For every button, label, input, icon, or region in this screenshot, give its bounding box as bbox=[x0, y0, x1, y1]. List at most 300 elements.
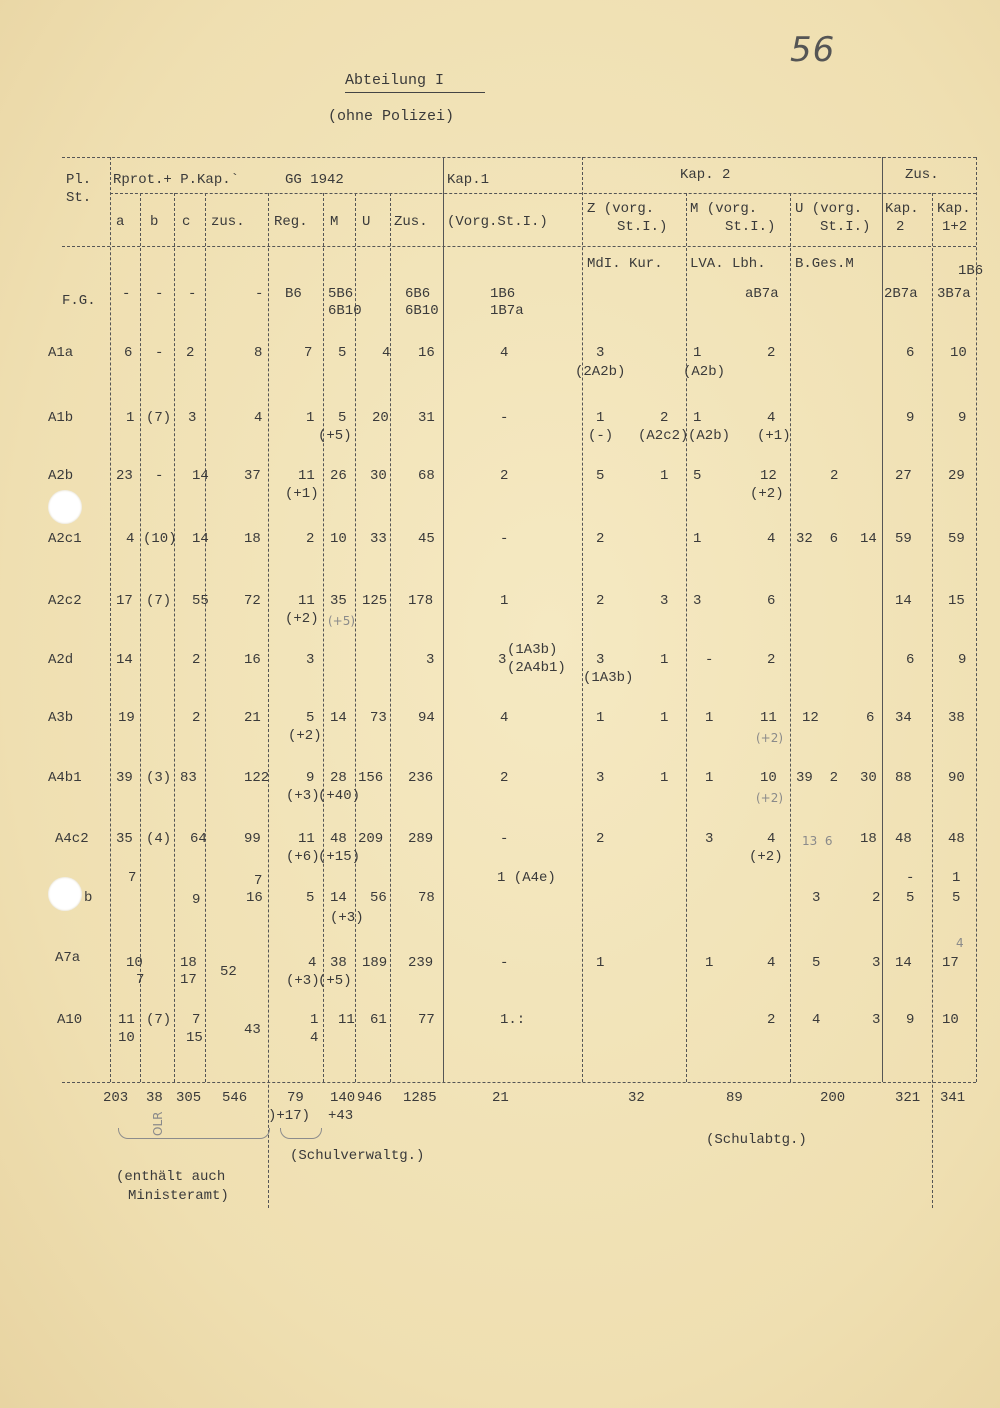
cell-zus: 18 bbox=[244, 531, 261, 547]
cell-c-note: 17 bbox=[180, 972, 197, 988]
cell-lva-note: (A2b) bbox=[683, 364, 726, 380]
cell-lbh-note: (+2) bbox=[750, 486, 784, 502]
cell-c: 83 bbox=[180, 770, 197, 786]
cell-m-note: (+5) bbox=[318, 428, 352, 444]
cell-kap12-pencil: 4 bbox=[956, 936, 964, 950]
cell-mdi: 3 bbox=[596, 345, 605, 361]
cell-kap2: 14 bbox=[895, 955, 912, 971]
row-label: A10 bbox=[57, 1012, 83, 1028]
cell-a: 35 bbox=[116, 831, 133, 847]
cell-kap1: 1B6 bbox=[490, 286, 516, 302]
cell-c-note: 15 bbox=[186, 1030, 203, 1046]
cell-mdi: 1 bbox=[596, 955, 605, 971]
cell-kap12: 59 bbox=[948, 531, 965, 547]
cell-mdi: 3 bbox=[596, 652, 605, 668]
header-col-reg: Reg. bbox=[274, 214, 308, 230]
cell-u: 125 bbox=[362, 593, 388, 609]
cell-bges-note: 3 bbox=[872, 1012, 881, 1028]
cell-reg: 2 bbox=[306, 531, 315, 547]
cell-reg: 5 bbox=[306, 890, 315, 906]
cell-mdi: 2 bbox=[596, 831, 605, 847]
cell-b: (7) bbox=[146, 593, 172, 609]
cell-c: 14 bbox=[192, 531, 209, 547]
cell-zus: 37 bbox=[244, 468, 261, 484]
cell-reg: 11 bbox=[298, 593, 315, 609]
cell-kap12: 15 bbox=[948, 593, 965, 609]
cell-c: 55 bbox=[192, 593, 209, 609]
cell-zus2: 45 bbox=[418, 531, 435, 547]
header-col-u: U bbox=[362, 214, 371, 230]
header-col-zus2: Zus. bbox=[394, 214, 428, 230]
page-title: Abteilung I bbox=[345, 72, 485, 93]
subheader-mdi: MdI. Kur. bbox=[587, 256, 663, 272]
cell-kap1: 2 bbox=[500, 770, 509, 786]
cell-reg: 4 bbox=[308, 955, 317, 971]
cell-m-note: (+5) bbox=[328, 614, 356, 628]
cell-m-note: (+5) bbox=[318, 973, 352, 989]
cell-kap1-note: (1A3b) bbox=[507, 642, 558, 658]
row-label: A2b bbox=[48, 468, 74, 484]
cell-m: 5 bbox=[338, 345, 347, 361]
col-rule bbox=[976, 157, 977, 1082]
cell-zus: 8 bbox=[254, 345, 263, 361]
header-kap2: Kap. 2 bbox=[680, 167, 731, 183]
cell-a: 1 bbox=[126, 410, 135, 426]
cell-kap1: 1.: bbox=[500, 1012, 526, 1028]
cell-lbh: 12 bbox=[760, 468, 777, 484]
cell-m: 28 bbox=[330, 770, 347, 786]
total-a: 203 bbox=[103, 1090, 129, 1106]
cell-zus2: 68 bbox=[418, 468, 435, 484]
cell-reg: 11 bbox=[298, 468, 315, 484]
cell-reg: B6 bbox=[285, 286, 302, 302]
cell-m: 10 bbox=[330, 531, 347, 547]
cell-a: 11 bbox=[118, 1012, 135, 1028]
cell-kap12: 48 bbox=[948, 831, 965, 847]
cell-lbh: 10 bbox=[760, 770, 777, 786]
cell-reg: 5 bbox=[306, 710, 315, 726]
punch-hole bbox=[48, 877, 82, 911]
header-col-z1: Z (vorg. bbox=[587, 201, 655, 217]
cell-kur-note: (A2c2) bbox=[638, 428, 689, 444]
cell-a: 7 bbox=[128, 870, 137, 886]
cell-c: 2 bbox=[192, 710, 201, 726]
cell-bges: 3 bbox=[812, 890, 821, 906]
cell-u: 189 bbox=[362, 955, 388, 971]
cell-kur: 1 bbox=[660, 710, 669, 726]
cell-lbh: 2 bbox=[767, 1012, 776, 1028]
col-rule bbox=[443, 157, 444, 1082]
cell-lbh: 4 bbox=[767, 531, 776, 547]
header-col-kap12-1: Kap. bbox=[937, 201, 971, 217]
header-group1-year: GG 1942 bbox=[285, 172, 344, 188]
header-col-b: b bbox=[150, 214, 159, 230]
cell-b: (4) bbox=[146, 831, 172, 847]
cell-zus2: 16 bbox=[418, 345, 435, 361]
header-col-c: c bbox=[182, 214, 191, 230]
total-m-note: +43 bbox=[328, 1108, 354, 1124]
header-col-a: a bbox=[116, 214, 125, 230]
header-col-zus: zus. bbox=[211, 214, 245, 230]
cell-u: 30 bbox=[370, 468, 387, 484]
cell-kap2: 34 bbox=[895, 710, 912, 726]
cell-u: 56 bbox=[370, 890, 387, 906]
total-m-col: 89 bbox=[726, 1090, 743, 1106]
header-col-u1: U (vorg. bbox=[795, 201, 863, 217]
row-label: A3b bbox=[48, 710, 74, 726]
cell-bges-note: 3 bbox=[872, 955, 881, 971]
cell-reg-note: (+6) bbox=[286, 849, 320, 865]
cell-kap12: 38 bbox=[948, 710, 965, 726]
col-rule bbox=[686, 193, 687, 1082]
total-reg-note: )+17) bbox=[268, 1108, 311, 1124]
cell-u: 156 bbox=[358, 770, 384, 786]
cell-kap2: 27 bbox=[895, 468, 912, 484]
row-label: A2d bbox=[48, 652, 74, 668]
total-u-col: 200 bbox=[820, 1090, 846, 1106]
cell-c: 64 bbox=[190, 831, 207, 847]
cell-kur: 3 bbox=[660, 593, 669, 609]
cell-mdi: 3 bbox=[596, 770, 605, 786]
cell-m: 48 bbox=[330, 831, 347, 847]
total-zus: 546 bbox=[222, 1090, 248, 1106]
totals-rule bbox=[62, 1082, 976, 1083]
header-col-kap12-2: 1+2 bbox=[942, 219, 968, 235]
cell-kur: 2 bbox=[660, 410, 669, 426]
cell-kap1-note: (2A4b1) bbox=[507, 660, 566, 676]
cell-lva: 1 bbox=[705, 710, 714, 726]
header-mid-rule bbox=[110, 193, 976, 194]
cell-reg-note: (+3) bbox=[286, 973, 320, 989]
cell-u: 33 bbox=[370, 531, 387, 547]
cell-lva: 3 bbox=[693, 593, 702, 609]
row-label: A2c1 bbox=[48, 531, 82, 547]
cell-bges: 32 6 bbox=[796, 531, 839, 547]
cell-b: (10) bbox=[143, 531, 177, 547]
cell-lbh-note: (+2) bbox=[756, 731, 784, 745]
cell-c: 2 bbox=[192, 652, 201, 668]
note-ministeramt: Ministeramt) bbox=[128, 1188, 229, 1204]
total-zus2: 1285 bbox=[403, 1090, 437, 1106]
header-group1: Rprot.+ P.Kap.` bbox=[113, 172, 240, 188]
cell-zus2: 31 bbox=[418, 410, 435, 426]
cell-a: 10 bbox=[126, 955, 143, 971]
cell-mdi-note: (-) bbox=[588, 428, 614, 444]
cell-lva: 1 bbox=[693, 410, 702, 426]
cell-u: 20 bbox=[372, 410, 389, 426]
cell-c: 7 bbox=[192, 1012, 201, 1028]
cell-zus2: 3 bbox=[426, 652, 435, 668]
header-bottom-rule bbox=[62, 246, 976, 247]
cell-a-note: 10 bbox=[118, 1030, 135, 1046]
cell-mdi: 2 bbox=[596, 593, 605, 609]
cell-reg: 1 bbox=[306, 410, 315, 426]
cell-zus2: 94 bbox=[418, 710, 435, 726]
col-rule bbox=[882, 157, 883, 1082]
cell-lbh: 4 bbox=[767, 831, 776, 847]
cell-m: 26 bbox=[330, 468, 347, 484]
cell-kap1: 1 bbox=[500, 593, 509, 609]
cell-lbh-note: (+2) bbox=[749, 849, 783, 865]
table-top-rule bbox=[62, 157, 976, 158]
cell-kap12-note: 5 bbox=[952, 890, 961, 906]
cell-bges-note: 30 bbox=[860, 770, 877, 786]
cell-lbh-note: (+2) bbox=[756, 791, 784, 805]
col-rule bbox=[323, 193, 324, 1082]
cell-c: 2 bbox=[186, 345, 195, 361]
col-rule bbox=[932, 193, 933, 1208]
brace-annotation bbox=[118, 1128, 270, 1139]
cell-m: 38 bbox=[330, 955, 347, 971]
cell-c: 3 bbox=[188, 410, 197, 426]
cell-zus2: 77 bbox=[418, 1012, 435, 1028]
cell-kap1: 2 bbox=[500, 468, 509, 484]
cell-reg-note: 4 bbox=[310, 1030, 319, 1046]
cell-zus2: 178 bbox=[408, 593, 434, 609]
cell-kap12: 10 bbox=[942, 1012, 959, 1028]
cell-kap12: 1 bbox=[952, 870, 961, 886]
cell-kap12-note: 3B7a bbox=[937, 286, 971, 302]
col-rule bbox=[110, 157, 111, 1082]
cell-m: 11 bbox=[338, 1012, 355, 1028]
note-schulabteilung: (Schulabtg.) bbox=[706, 1132, 807, 1148]
cell-kap2: 2B7a bbox=[884, 286, 918, 302]
cell-reg: 3 bbox=[306, 652, 315, 668]
cell-kap12: 9 bbox=[958, 410, 967, 426]
cell-a: 23 bbox=[116, 468, 133, 484]
cell-zus: 72 bbox=[244, 593, 261, 609]
cell-kap1: 3 bbox=[498, 652, 507, 668]
cell-bges-note: 14 bbox=[860, 531, 877, 547]
cell-zus2: 6B6 bbox=[405, 286, 431, 302]
cell-kap1: - bbox=[500, 955, 509, 971]
cell-zus2: 289 bbox=[408, 831, 434, 847]
cell-kap2: - bbox=[906, 870, 915, 886]
cell-lbh: 2 bbox=[767, 652, 776, 668]
header-kap1: Kap.1 bbox=[447, 172, 490, 188]
header-col-vorg: (Vorg.St.I.) bbox=[447, 214, 548, 230]
cell-lva-note: (A2b) bbox=[688, 428, 731, 444]
cell-kap12: 9 bbox=[958, 652, 967, 668]
total-kap2: 321 bbox=[895, 1090, 921, 1106]
row-label: A4c2 bbox=[55, 831, 89, 847]
cell-reg: 11 bbox=[298, 831, 315, 847]
cell-zus: 16 bbox=[244, 652, 261, 668]
cell-lbh-note: (+1) bbox=[757, 428, 791, 444]
cell-kap2: 59 bbox=[895, 531, 912, 547]
row-label: A7a bbox=[55, 950, 81, 966]
cell-zus: 7 bbox=[254, 873, 263, 889]
cell-lva: 5 bbox=[693, 468, 702, 484]
col-rule bbox=[582, 157, 583, 1082]
cell-m-note: (+40) bbox=[318, 788, 361, 804]
cell-c: 14 bbox=[192, 468, 209, 484]
cell-bges: 4 bbox=[812, 1012, 821, 1028]
cell-m-note: 6B10 bbox=[328, 303, 362, 319]
total-z: 32 bbox=[628, 1090, 645, 1106]
cell-bges: 5 bbox=[812, 955, 821, 971]
header-col-z2: St.I.) bbox=[617, 219, 668, 235]
cell-a: 19 bbox=[118, 710, 135, 726]
cell-a: - bbox=[122, 286, 131, 302]
note-enthaelt: (enthält auch bbox=[116, 1169, 226, 1185]
cell-lva: 1 bbox=[693, 531, 702, 547]
cell-b: (3) bbox=[146, 770, 172, 786]
cell-zus: 43 bbox=[244, 1022, 261, 1038]
header-pl: Pl. bbox=[66, 172, 92, 188]
cell-a: 4 bbox=[126, 531, 135, 547]
cell-kap1: - bbox=[500, 410, 509, 426]
col-rule bbox=[268, 193, 269, 1208]
cell-a-note: 7 bbox=[136, 972, 145, 988]
cell-mdi-note: (1A3b) bbox=[583, 670, 634, 686]
cell-kap1: - bbox=[500, 831, 509, 847]
total-kap12: 341 bbox=[940, 1090, 966, 1106]
cell-b: (7) bbox=[146, 1012, 172, 1028]
cell-m-note: (+15) bbox=[318, 849, 361, 865]
cell-reg-note: (+3) bbox=[286, 788, 320, 804]
subheader-bges: B.Ges.M bbox=[795, 256, 854, 272]
cell-u: 61 bbox=[370, 1012, 387, 1028]
cell-bges: 39 2 bbox=[796, 770, 839, 786]
cell-reg-note: (+2) bbox=[288, 728, 322, 744]
row-label: A4b1 bbox=[48, 770, 82, 786]
cell-kap2: 9 bbox=[906, 410, 915, 426]
cell-zus: 21 bbox=[244, 710, 261, 726]
header-zus: Zus. bbox=[905, 167, 939, 183]
cell-a: 6 bbox=[124, 345, 133, 361]
cell-mdi: 2 bbox=[596, 531, 605, 547]
cell-zus: 99 bbox=[244, 831, 261, 847]
cell-m: 14 bbox=[330, 710, 347, 726]
cell-zus2: 78 bbox=[418, 890, 435, 906]
cell-m: 14 bbox=[330, 890, 347, 906]
total-b: 38 bbox=[146, 1090, 163, 1106]
row-label: b bbox=[84, 890, 93, 906]
cell-a: 17 bbox=[116, 593, 133, 609]
cell-kap1: 4 bbox=[500, 710, 509, 726]
cell-kap1: 1 (A4e) bbox=[497, 870, 556, 886]
cell-reg-note: (+1) bbox=[285, 486, 319, 502]
cell-kap12: 1B6 bbox=[958, 263, 984, 279]
cell-zus-note: 16 bbox=[246, 890, 263, 906]
cell-lva: 3 bbox=[705, 831, 714, 847]
cell-mdi: 1 bbox=[596, 710, 605, 726]
cell-b: - bbox=[155, 286, 164, 302]
cell-reg: 1 bbox=[310, 1012, 319, 1028]
cell-kap12: 10 bbox=[950, 345, 967, 361]
col-rule bbox=[140, 193, 141, 1082]
cell-reg: 7 bbox=[304, 345, 313, 361]
cell-kur: 1 bbox=[660, 770, 669, 786]
cell-lbh: 4 bbox=[767, 410, 776, 426]
note-schulverwaltung: (Schulverwaltg.) bbox=[290, 1148, 425, 1164]
cell-lbh: aB7a bbox=[745, 286, 779, 302]
cell-mdi-note: (2A2b) bbox=[575, 364, 626, 380]
cell-reg-note: (+2) bbox=[285, 611, 319, 627]
cell-zus2-note: 6B10 bbox=[405, 303, 439, 319]
header-col-u2: St.I.) bbox=[820, 219, 871, 235]
header-st: St. bbox=[66, 190, 92, 206]
col-rule bbox=[205, 193, 206, 1082]
cell-kap12: 29 bbox=[948, 468, 965, 484]
cell-lbh: 4 bbox=[767, 955, 776, 971]
cell-kur: 1 bbox=[660, 468, 669, 484]
cell-lbh: 6 bbox=[767, 593, 776, 609]
cell-u: 4 bbox=[382, 345, 391, 361]
col-rule bbox=[174, 193, 175, 1082]
cell-lva: - bbox=[705, 652, 714, 668]
cell-b: - bbox=[155, 468, 164, 484]
total-reg: 79 bbox=[287, 1090, 304, 1106]
cell-kap2: 6 bbox=[906, 345, 915, 361]
total-u: 946 bbox=[357, 1090, 383, 1106]
cell-mdi: 5 bbox=[596, 468, 605, 484]
cell-lbh: 2 bbox=[767, 345, 776, 361]
cell-kap2-note: 5 bbox=[906, 890, 915, 906]
cell-zus: 4 bbox=[254, 410, 263, 426]
cell-u: 209 bbox=[358, 831, 384, 847]
cell-bges: 2 bbox=[830, 468, 839, 484]
cell-zus: 52 bbox=[220, 964, 237, 980]
cell-kap2: 14 bbox=[895, 593, 912, 609]
header-col-kap2-1: Kap. bbox=[885, 201, 919, 217]
page-number: 56 bbox=[790, 30, 836, 70]
cell-kap1: 4 bbox=[500, 345, 509, 361]
cell-kap12: 17 bbox=[942, 955, 959, 971]
brace-annotation bbox=[280, 1128, 322, 1139]
cell-bges: 12 bbox=[802, 710, 819, 726]
cell-reg: 9 bbox=[306, 770, 315, 786]
page-subtitle: (ohne Polizei) bbox=[328, 108, 455, 125]
subheader-lva: LVA. Lbh. bbox=[690, 256, 766, 272]
header-col-kap2-2: 2 bbox=[896, 219, 905, 235]
cell-m: 5B6 bbox=[328, 286, 354, 302]
cell-b: (7) bbox=[146, 410, 172, 426]
cell-kap2: 48 bbox=[895, 831, 912, 847]
row-label: A1b bbox=[48, 410, 74, 426]
cell-lva: 1 bbox=[705, 770, 714, 786]
cell-u: 73 bbox=[370, 710, 387, 726]
header-col-m2: St.I.) bbox=[725, 219, 776, 235]
cell-a: 39 bbox=[116, 770, 133, 786]
cell-kap1-note: 1B7a bbox=[490, 303, 524, 319]
cell-c: 18 bbox=[180, 955, 197, 971]
cell-kap2: 6 bbox=[906, 652, 915, 668]
cell-c: 9 bbox=[192, 892, 201, 908]
row-label: A1a bbox=[48, 345, 74, 361]
cell-b: - bbox=[155, 345, 164, 361]
total-c: 305 bbox=[176, 1090, 202, 1106]
cell-kur: 1 bbox=[660, 652, 669, 668]
cell-kap12: 90 bbox=[948, 770, 965, 786]
cell-lva: 1 bbox=[693, 345, 702, 361]
col-rule bbox=[355, 193, 356, 1082]
cell-bges-note: 18 bbox=[860, 831, 877, 847]
cell-zus2: 236 bbox=[408, 770, 434, 786]
cell-bges: 13 6 bbox=[802, 834, 833, 848]
cell-kap1: - bbox=[500, 531, 509, 547]
cell-bges-note: 6 bbox=[866, 710, 875, 726]
cell-lva: 1 bbox=[705, 955, 714, 971]
cell-m: 35 bbox=[330, 593, 347, 609]
row-label: A2c2 bbox=[48, 593, 82, 609]
cell-a: 14 bbox=[116, 652, 133, 668]
total-m: 140 bbox=[330, 1090, 356, 1106]
header-col-m: M bbox=[330, 214, 339, 230]
cell-zus2: 239 bbox=[408, 955, 434, 971]
total-kap1: 21 bbox=[492, 1090, 509, 1106]
